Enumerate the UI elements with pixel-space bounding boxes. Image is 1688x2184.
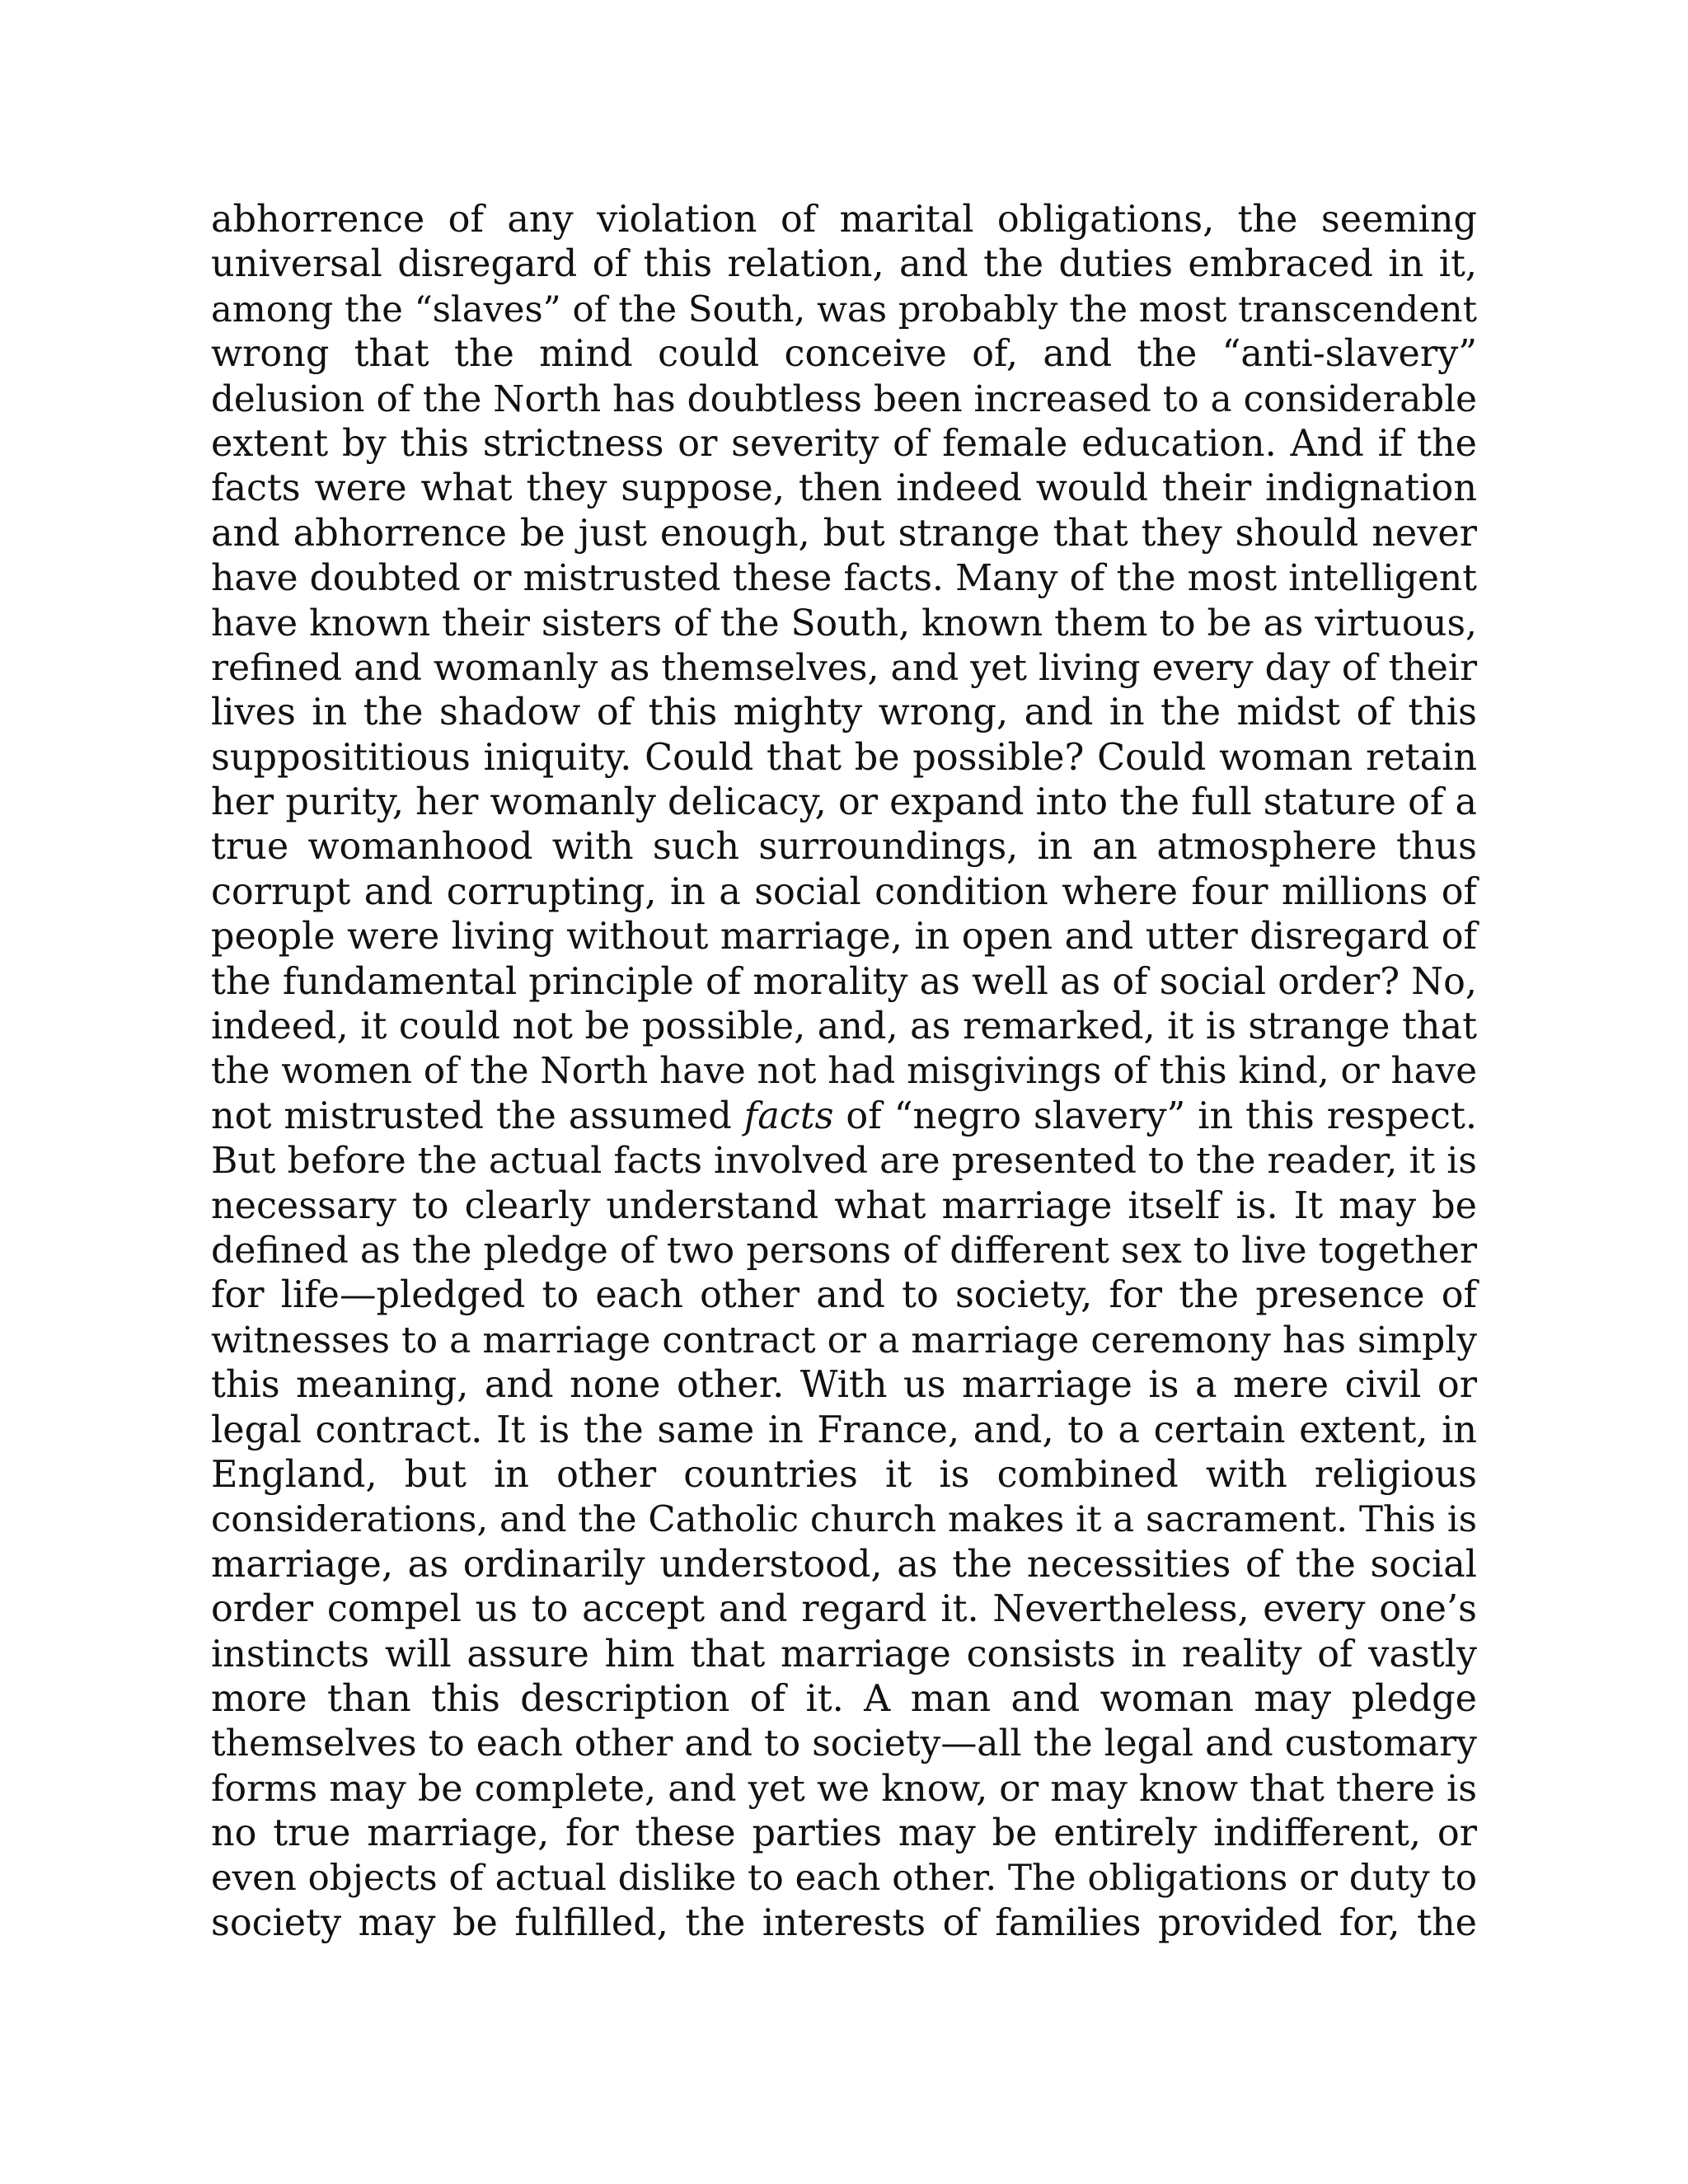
text-line: true womanhood with such surroundings, in an atmosphere thus	[211, 826, 1477, 869]
text-segment: not mistrusted the assumed	[211, 1094, 744, 1137]
text-line: extent by this strictness or severity of female education. And if the	[211, 422, 1477, 465]
text-line: witnesses to a marriage contract or a marriage ceremony has simply	[211, 1319, 1477, 1361]
text-line: defined as the pledge of two persons of different sex to live together	[211, 1229, 1477, 1272]
text-line: supposititious iniquity. Could that be possible? Could woman retain	[211, 736, 1477, 779]
text-line: no true marriage, for these parties may be entirely indifferent, or	[211, 1812, 1477, 1855]
text-segment: of “negro slavery” in this respect.	[833, 1094, 1477, 1137]
text-line: among the “slaves” of the South, was probably the most transcendent	[211, 288, 1477, 330]
text-line: legal contract. It is the same in France, and, to a certain extent, in	[211, 1408, 1477, 1451]
text-line-with-italic	[211, 1094, 1477, 1139]
text-line: lives in the shadow of this mighty wrong, and in the midst of this	[211, 691, 1477, 734]
text-line: universal disregard of this relation, and the duties embraced in it,	[211, 243, 1477, 286]
text-line: refined and womanly as themselves, and yet living every day of their	[211, 646, 1477, 689]
text-line: have doubted or mistrusted these facts. Many of the most intelligent	[211, 557, 1477, 600]
text-line: marriage, as ordinarily understood, as the necessities of the social	[211, 1543, 1477, 1586]
text-line: order compel us to accept and regard it. Nevertheless, every one’s	[211, 1588, 1477, 1631]
text-line: for life—pledged to each other and to society, for the presence of	[211, 1274, 1477, 1317]
text-line: her purity, her womanly delicacy, or expand into the full stature of a	[211, 781, 1477, 824]
text-line: even objects of actual dislike to each other. The obligations or duty to	[211, 1858, 1477, 1900]
text-line: necessary to clearly understand what marriage itself is. It may be	[211, 1184, 1477, 1227]
body-text	[211, 198, 1477, 1946]
text-line: delusion of the North has doubtless been increased to a considerable	[211, 377, 1477, 420]
text-line: wrong that the mind could conceive of, and the “anti-slavery”	[211, 333, 1477, 376]
italic-word: facts	[743, 1094, 834, 1137]
text-line: abhorrence of any violation of marital obligations, the seeming	[211, 199, 1477, 241]
text-line: facts were what they suppose, then indeed would their indignation	[211, 467, 1477, 510]
text-line: But before the actual facts involved are presented to the reader, it is	[211, 1140, 1477, 1183]
text-line: indeed, it could not be possible, and, as remarked, it is strange that	[211, 1005, 1477, 1048]
text-line: and abhorrence be just enough, but strange that they should never	[211, 512, 1477, 555]
text-line: corrupt and corrupting, in a social condition where four millions of	[211, 870, 1477, 913]
text-line: have known their sisters of the South, known them to be as virtuous,	[211, 602, 1477, 644]
text-line: the women of the North have not had misgivings of this kind, or have	[211, 1051, 1477, 1093]
text-line: considerations, and the Catholic church makes it a sacrament. This is	[211, 1499, 1477, 1541]
text-line: this meaning, and none other. With us marriage is a mere civil or	[211, 1364, 1477, 1407]
text-line: instincts will assure him that marriage consists in reality of vastly	[211, 1633, 1477, 1675]
text-line: themselves to each other and to society—all the legal and customary	[211, 1722, 1477, 1765]
text-line: England, but in other countries it is combined with religious	[211, 1453, 1477, 1496]
text-line: society may be fulfilled, the interests of families provided for, the	[211, 1901, 1477, 1944]
text-line: forms may be complete, and yet we know, or may know that there is	[211, 1767, 1477, 1810]
text-line: more than this description of it. A man and woman may pledge	[211, 1677, 1477, 1720]
text-line: the fundamental principle of morality as well as of social order? No,	[211, 960, 1477, 1003]
text-line: people were living without marriage, in open and utter disregard of	[211, 916, 1477, 958]
